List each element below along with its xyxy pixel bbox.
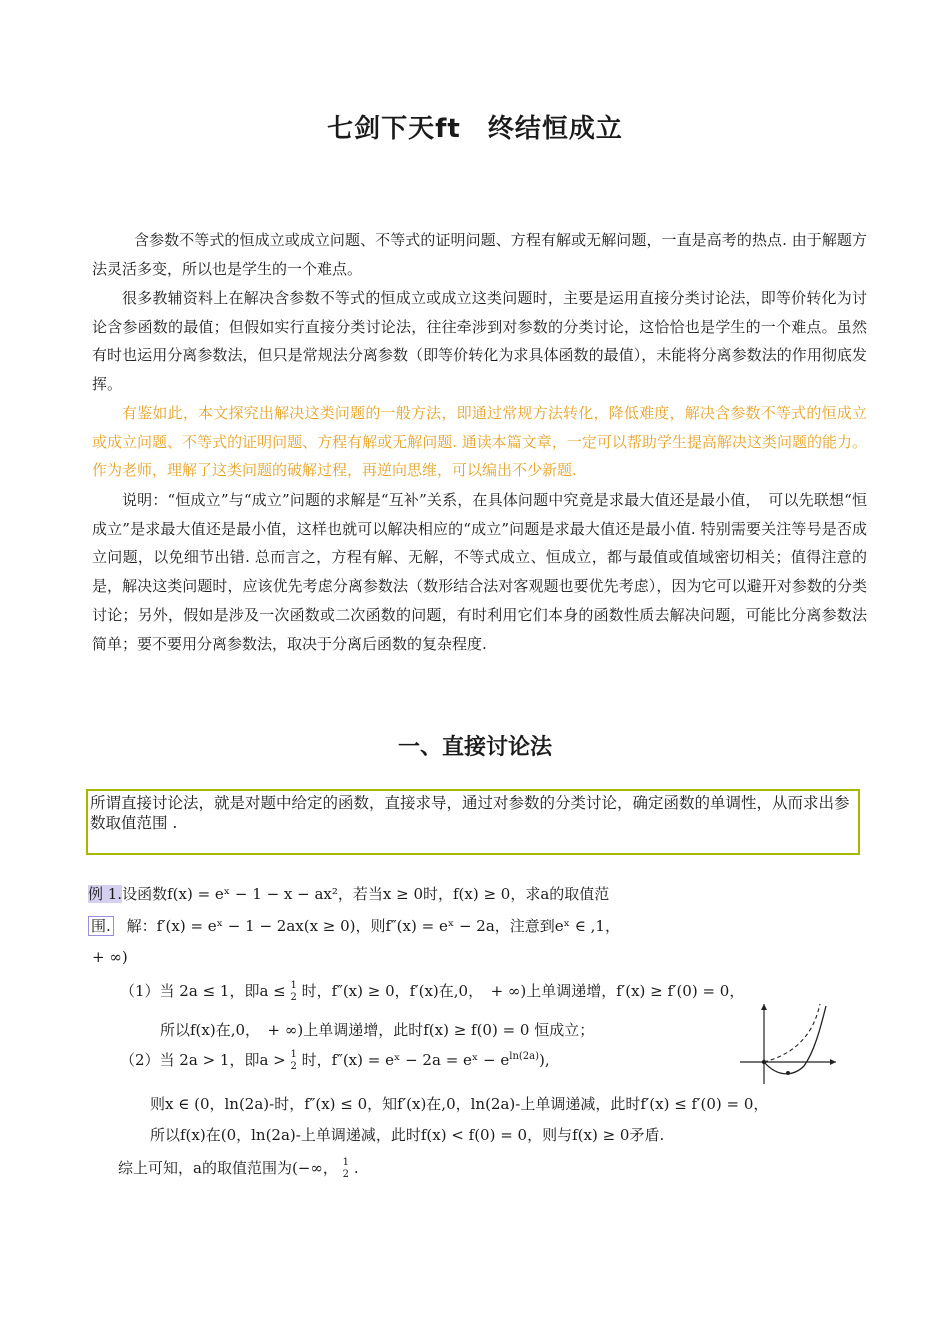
function-sketch-graph: [738, 1000, 840, 1086]
fraction-half: 1 2: [290, 980, 297, 1003]
exponent-ln2a: ln(2a): [509, 1051, 540, 1062]
definition-text: 所谓直接讨论法，就是对题中给定的函数，直接求导，通过对参数的分类讨论，确定函数的单调性，从而求出参数取值范围 .: [90, 794, 850, 832]
conclusion-end: .: [353, 1159, 359, 1177]
page-title: 七剑下天ft 终结恒成立: [327, 114, 623, 144]
example-line-1: [88, 883, 609, 904]
example-line-2: [88, 915, 620, 936]
fraction-half-3: 1 2: [342, 1157, 350, 1180]
case-1-result: 时，f″(x) ≥ 0，f′(x)在,0， + ∞)上单调递增，f′(x) ≥ f′(0) = 0，: [301, 982, 745, 1000]
example-label: 例 1.: [88, 885, 123, 903]
example-line-3: + ∞): [92, 948, 128, 966]
example-problem: 设函数f(x) = eˣ − 1 − x − ax²，若当x ≥ 0时，f(x) ≥ 0，求a的取值范: [122, 885, 610, 903]
case-2-contradiction: 所以f(x)在(0，ln(2a)-上单调递减，此时f(x) < f(0) = 0，则与f(x) ≥ 0矛盾.: [150, 1126, 665, 1144]
case-1-conclusion: 所以f(x)在,0， + ∞)上单调递增，此时f(x) ≥ f(0) = 0 恒成立；: [160, 1021, 595, 1039]
conclusion-text: 综上可知，a的取值范围为(−∞，: [118, 1159, 338, 1177]
section-title: 一、直接讨论法: [397, 735, 552, 760]
case-2-monotonic: 则x ∈ (0，ln(2a)-时，f″(x) ≤ 0，知f′(x)在,0，ln(2a)-上单调递减，此时f′(x) ≤ f′(0) = 0，: [150, 1095, 769, 1113]
origin-point: [762, 1060, 766, 1064]
intro-paragraph-4: 说明：“恒成立”与“成立”问题的求解是“互补”关系，在具体问题中究竟是求最大值还是最小值， 可以先联想“恒成立”是求最大值还是最小值，这样也就可以解决相应的“成立”问题是求最大值还是最小值. 特别需要关注等号是否成立问题，以免细节出错. 总而言之，方程有解、无解，不等式成立、恒成立，都与最值或值域密切相关；值得注意的是，解决这类问题时，应该优先考虑分离参数法（数形结合法对客观题也要优先考虑），因为它可以避开对参数的分类讨论；另外，假如是涉及一次函数或二次函数的问题，有时利用它们本身的函数性质去解决问题，可能比分离参数法简单；要不要用分离参数法，取决于分离后函数的复杂程度.: [92, 491, 867, 653]
intro-paragraph-3-highlighted: 有鉴如此，本文探究出解决这类问题的一般方法，即通过常规方法转化，降低难度，解决含参数不等式的恒成立或成立问题、不等式的证明问题、方程有解或无解问题. 通读本篇文章，一定可以帮助学生提高解决这类问题的能力。作为老师，理解了这类问题的破解过程，再逆向思维，可以编出不少新题.: [92, 404, 867, 480]
x-axis-arrow: [830, 1059, 836, 1065]
example-range-word: 围.: [88, 916, 114, 936]
case-1-line: [120, 980, 744, 1004]
solution-derivative: 解：f′(x) = eˣ − 1 − 2ax(x ≥ 0)，则f″(x) = eˣ − 2a，注意到eˣ ∈ ,1，: [126, 917, 620, 935]
definition-box: [86, 789, 860, 855]
case-2-derivative: 时，f″(x) = eˣ − 2a = eˣ − e: [301, 1051, 510, 1069]
y-axis-arrow: [761, 1004, 767, 1010]
intro-paragraph-2: 很多教辅资料上在解决含参数不等式的恒成立或成立这类问题时，主要是运用直接分类讨论法，即等价转化为讨论含参函数的最值；但假如实行直接分类讨论法，往往牵涉到对参数的分类讨论，这恰恰也是学生的一个难点。虽然有时也运用分离参数法，但只是常规法分离参数（即等价转化为求具体函数的最值），未能将分离参数法的作用彻底发挥。: [92, 289, 867, 394]
case-2-condition: （2）当 2a > 1，即a >: [120, 1051, 286, 1069]
case-2-line: [120, 1049, 550, 1073]
example-conclusion: [118, 1157, 359, 1181]
case-1-condition: （1）当 2a ≤ 1，即a ≤: [120, 982, 286, 1000]
fraction-half-2: 1 2: [290, 1049, 297, 1072]
case-2-close: ),: [539, 1051, 550, 1069]
intro-paragraph-1: 含参数不等式的恒成立或成立问题、不等式的证明问题、方程有解或无解问题，一直是高考的热点. 由于解题方法灵活多变，所以也是学生的一个难点。: [92, 231, 867, 278]
minimum-point: [786, 1071, 790, 1075]
